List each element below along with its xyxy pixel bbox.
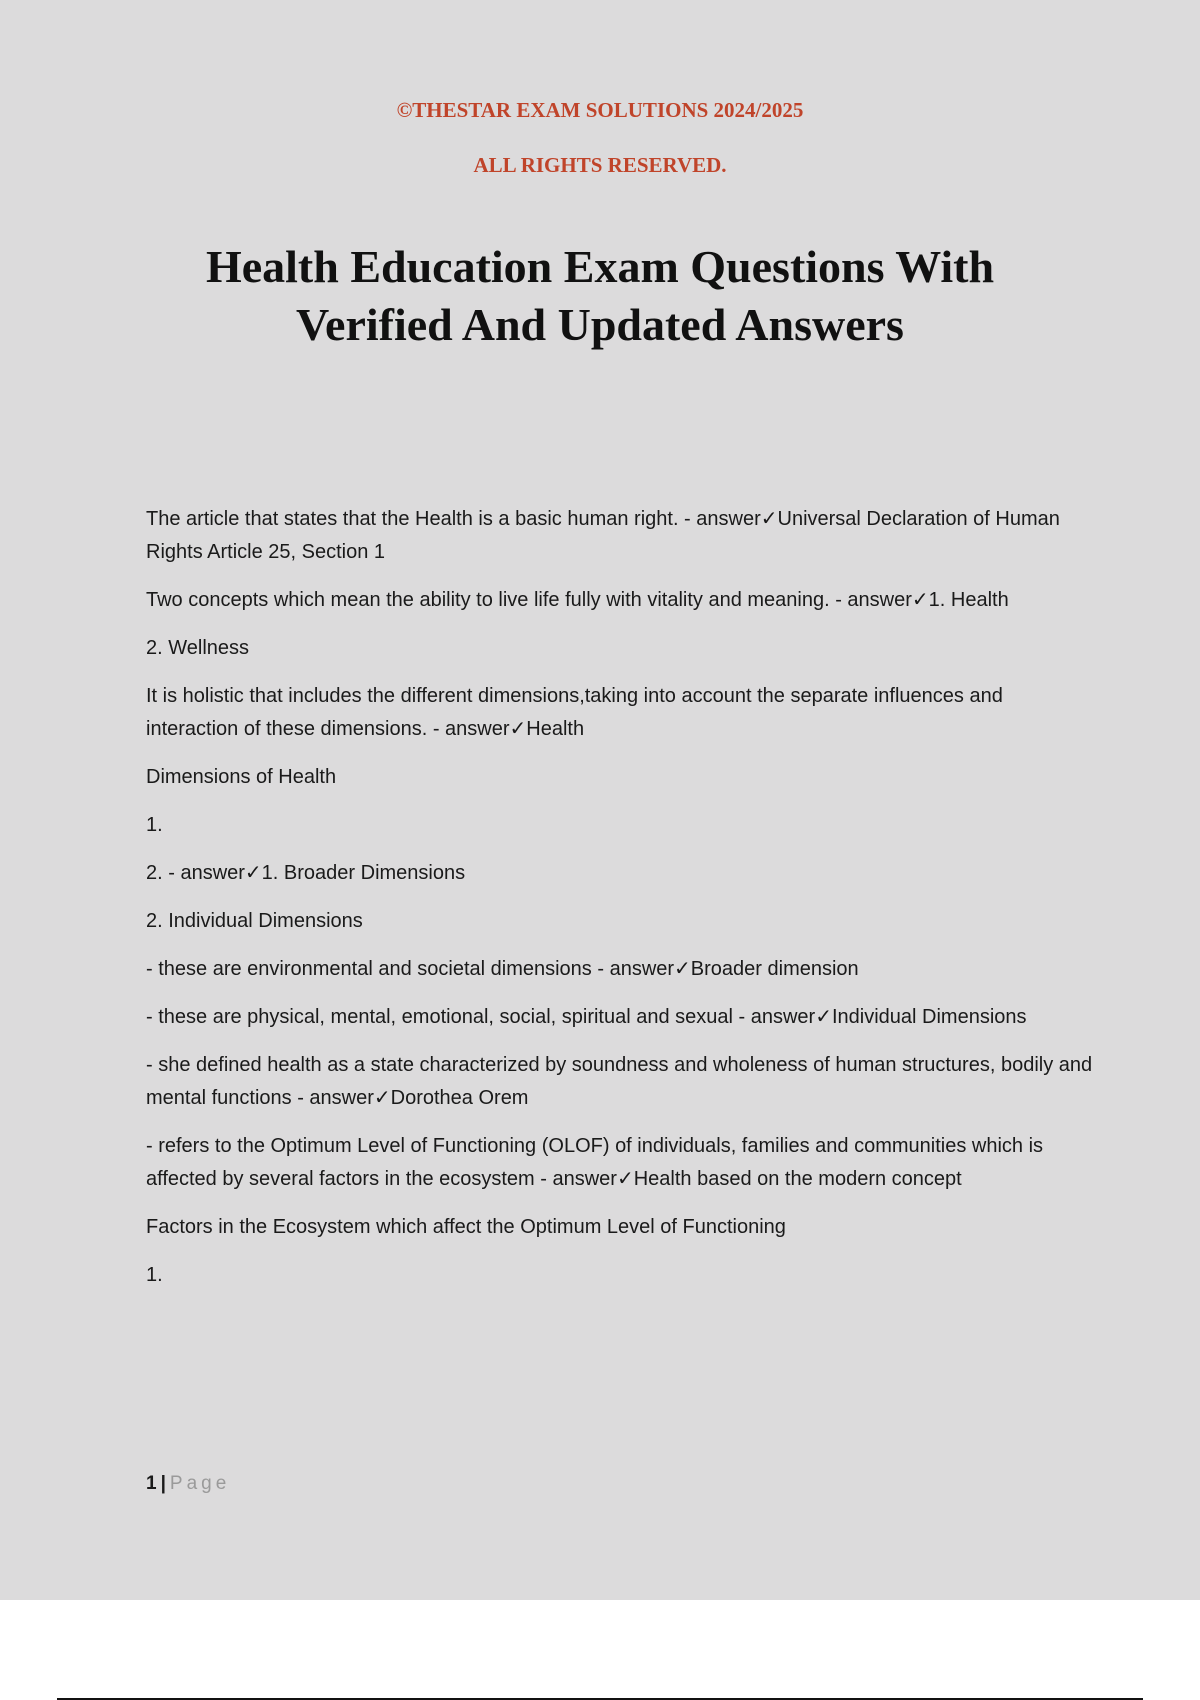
qa-paragraph: The article that states that the Health is a basic human right. - answer✓Universal Declaration of Human Rights Article 25, Section 1 bbox=[146, 508, 1060, 563]
copyright-notice: ©THESTAR EXAM SOLUTIONS 2024/2025 bbox=[396, 98, 804, 122]
document-title bbox=[100, 238, 1100, 354]
title-line-1: Health Education Exam Questions With bbox=[205, 241, 995, 292]
qa-paragraph: It is holistic that includes the different dimensions,taking into account the separate influences and interaction of these dimensions. - answer✓Health bbox=[146, 685, 1003, 740]
page-number: 1 bbox=[146, 1473, 157, 1494]
footer-separator: | bbox=[160, 1473, 166, 1494]
page-footer bbox=[146, 1473, 230, 1495]
qa-paragraph: - these are physical, mental, emotional, social, spiritual and sexual - answer✓Individual Dimensions bbox=[146, 1006, 1027, 1028]
qa-paragraph: - refers to the Optimum Level of Functioning (OLOF) of individuals, families and communities which is affected by several factors in the ecosystem - answer✓Health based on the modern concept bbox=[146, 1135, 1044, 1190]
qa-paragraph: 2. - answer✓1. Broader Dimensions bbox=[146, 862, 466, 884]
qa-paragraph: Factors in the Ecosystem which affect the Optimum Level of Functioning bbox=[146, 1216, 786, 1238]
qa-content bbox=[146, 503, 1096, 1307]
qa-paragraph: 1. bbox=[146, 1264, 163, 1286]
page-label: Page bbox=[169, 1473, 231, 1494]
rights-reserved-notice: ALL RIGHTS RESERVED. bbox=[473, 153, 727, 177]
qa-paragraph: Two concepts which mean the ability to live life fully with vitality and meaning. - answer✓1. Health bbox=[146, 589, 1009, 611]
qa-paragraph: 2. Individual Dimensions bbox=[146, 910, 363, 932]
qa-paragraph: Dimensions of Health bbox=[146, 766, 337, 788]
qa-paragraph: 2. Wellness bbox=[146, 637, 250, 659]
qa-paragraph: - these are environmental and societal dimensions - answer✓Broader dimension bbox=[146, 958, 859, 980]
qa-paragraph: - she defined health as a state characterized by soundness and wholeness of human structures, bodily and mental functions - answer✓Dorothea Orem bbox=[146, 1054, 1093, 1109]
qa-paragraph: 1. bbox=[146, 814, 163, 836]
title-line-2: Verified And Updated Answers bbox=[296, 299, 904, 350]
